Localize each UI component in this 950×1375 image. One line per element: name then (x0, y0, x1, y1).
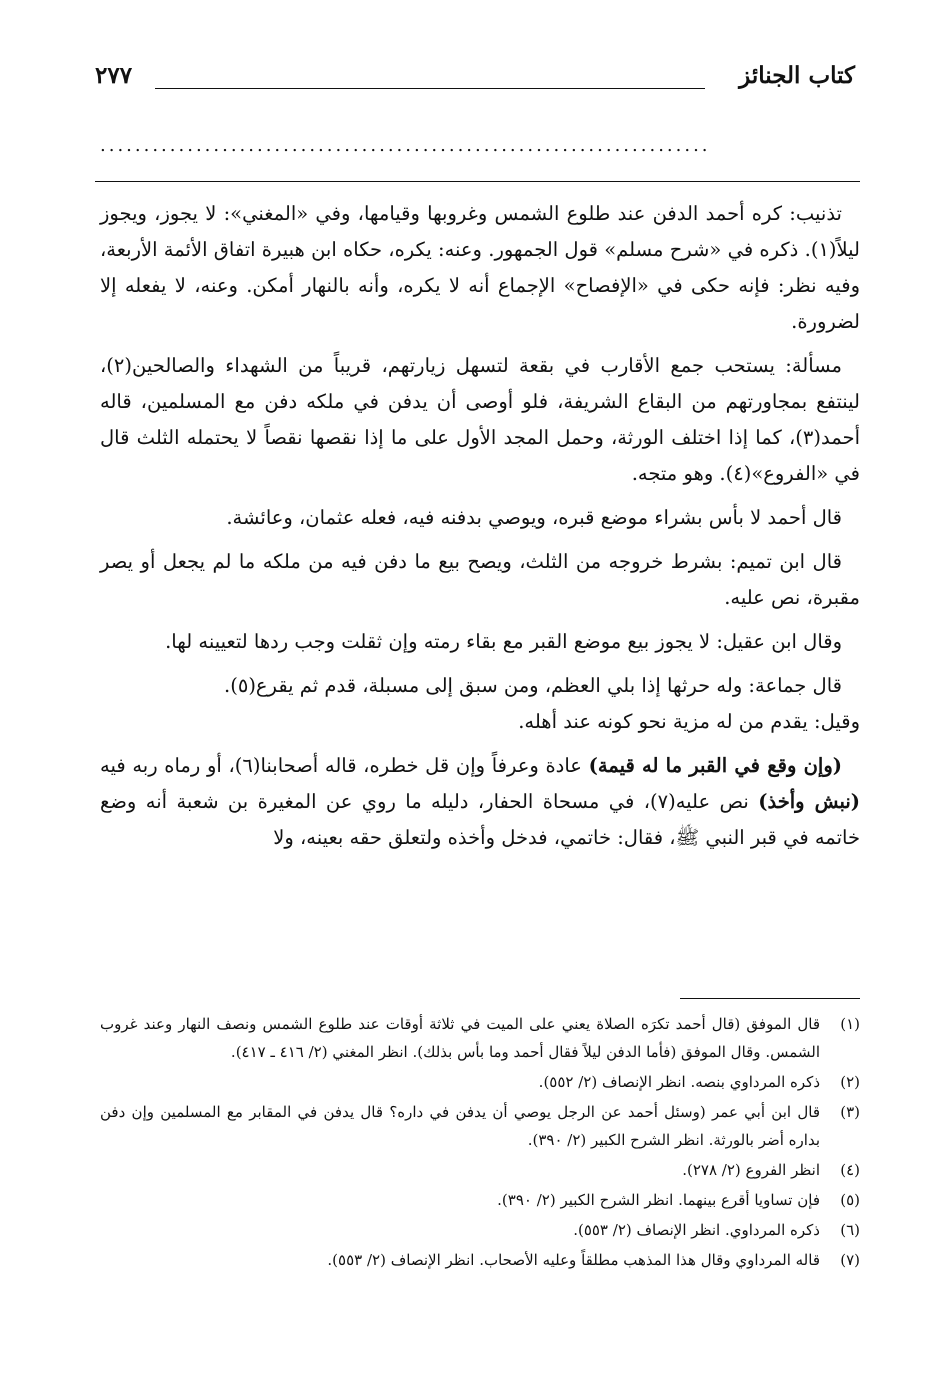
footnote (100, 1186, 860, 1214)
footnote-number: (٣) (840, 1103, 860, 1121)
footnote-number: (٢) (840, 1073, 860, 1091)
footnote-text: ذكره المرداوي بنصه. انظر الإنصاف (٢/ ٥٥٢). (538, 1073, 820, 1091)
footnotes (100, 1010, 860, 1276)
footnote (100, 1068, 860, 1096)
footnote-number: (٥) (840, 1191, 860, 1209)
commentary-1: عادة وعرفاً وإن قل خطره، قاله أصحابنا(٦)، أو رماه ربه فيه (100, 754, 589, 777)
matn-bold-2: (نبش وأخذ) (758, 790, 860, 813)
footnote-text: قاله المرداوي وقال هذا المذهب مطلقاً وعليه الأصحاب. انظر الإنصاف (٢/ ٥٥٣). (327, 1251, 820, 1269)
footnote (100, 1246, 860, 1274)
running-header (95, 62, 855, 102)
main-text (100, 196, 860, 864)
footnote (100, 1216, 860, 1244)
paragraph-matn (100, 748, 860, 856)
paragraph-jamaa: قال جماعة: وله حرثها إذا بلي العظم، ومن سبق إلى مسبلة، قدم ثم يقرع(٥). (224, 674, 842, 697)
commentary-2: نص عليه(٧)، في مسحاة الحفار، دليله ما روي عن المغيرة بن شعبة أنه وضع خاتمه في قبر النبي ﷺ، فقال: خاتمي، فدخل وأخذه ولتعلق حقه بعينه، ولا (100, 790, 860, 849)
footnote-number: (١) (840, 1015, 860, 1033)
header-rule (155, 88, 705, 89)
footnote-rule (680, 998, 860, 999)
paragraph-qil: وقيل: يقدم من له مزية نحو كونه عند أهله. (518, 710, 860, 733)
chapter-title: كتاب الجنائز (739, 62, 855, 89)
paragraph-ibn-tamim: قال ابن تميم: بشرط خروجه من الثلث، ويصح بيع ما دفن فيه من ملكه ما لم يجعل أو يصر مقبرة، نص عليه. (100, 550, 860, 609)
footnote (100, 1010, 860, 1066)
footnote-text: قال ابن أبي عمر (وسئل أحمد عن الرجل يوصي أن يدفن في داره؟ قال يدفن في المقابر مع المسلمين وإن دفن بداره أضر بالورثة. انظر الشرح الكبير (٢/ ٣٩٠). (100, 1103, 820, 1149)
paragraph-tadhnib: تذنيب: كره أحمد الدفن عند طلوع الشمس وغروبها وقيامها، وفي «المغني»: لا يجوز، ويجوز ليلاً(١). ذكره في «شرح مسلم» قول الجمهور. وعنه: يكره، حكاه ابن هبيرة اتفاق الأئمة الأربعة، وفيه نظر: فإنه حكى في «الإفصاح» الإجماع أنه لا يكره، وأنه بالنهار أمكن. وعنه، لا يفعله إلا لضرورة. (100, 202, 860, 333)
paragraph-ahmad: قال أحمد لا بأس بشراء موضع قبره، ويوصي بدفنه فيه، فعله عثمان، وعائشة. (226, 506, 842, 529)
footnote-number: (٤) (840, 1161, 860, 1179)
footnote-number: (٧) (840, 1251, 860, 1269)
matn-bold-1: (وإن وقع في القبر ما له قيمة) (588, 754, 842, 777)
paragraph-ibn-aqil: وقال ابن عقيل: لا يجوز بيع موضع القبر مع بقاء رمته وإن ثقلت وجب ردها لتعيينه لها. (165, 630, 842, 653)
footnote-text: انظر الفروع (٢/ ٢٧٨). (682, 1161, 820, 1179)
footnote (100, 1098, 860, 1154)
footnote (100, 1156, 860, 1184)
footnote-text: ذكره المرداوي. انظر الإنصاف (٢/ ٥٥٣). (573, 1221, 820, 1239)
footnote-text: قال الموفق (قال أحمد تكرَه الصلاة يعني على الميت في ثلاثة أوقات عند طلوع الشمس ونصف النهار وعند غروب الشمس. وقال الموفق (فأما الدفن ليلاً فقال أحمد وما بأس بذلك). انظر المغني (٢/ ٤١٦ ـ ٤١٧). (100, 1015, 820, 1061)
footnote-number: (٦) (840, 1221, 860, 1239)
footnote-text: فإن تساويا أقرع بينهما. انظر الشرح الكبير (٢/ ٣٩٠). (497, 1191, 820, 1209)
paragraph-masala: مسألة: يستحب جمع الأقارب في بقعة لتسهل زيارتهم، قريباً من الشهداء والصالحين(٢)، لينتفع بمجاورتهم من البقاع الشريفة، فلو أوصى أن يدفن في ملكه دفن مع المسلمين، قاله أحمد(٣)، كما إذا اختلف الورثة، وحمل المجد الأول على ما إذا نقصها نقصاً لا يحتمله الثلث قال في «الفروع»(٤). وهو متجه. (100, 354, 860, 485)
dotted-separator: ...................................................................... (100, 135, 711, 156)
top-rule (95, 181, 860, 182)
page-number: ٢٧٧ (95, 62, 133, 89)
